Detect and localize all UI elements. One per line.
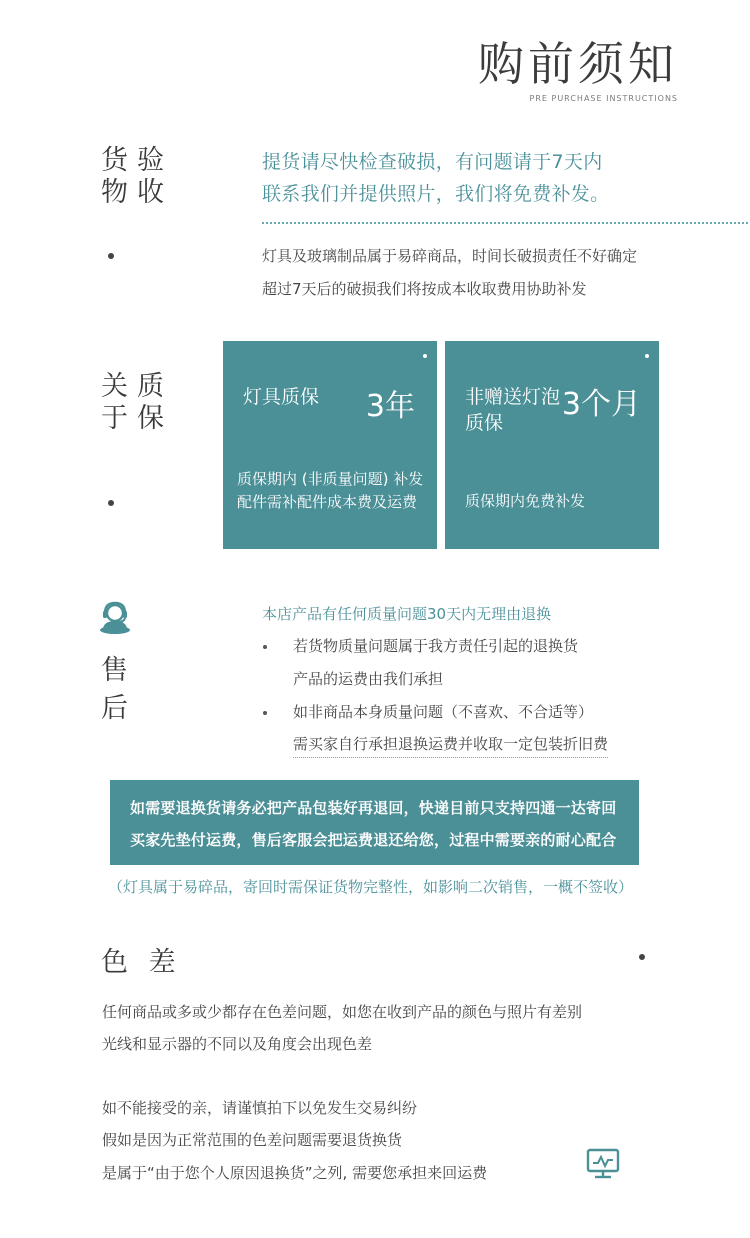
inspection-title-col2-top: 验 xyxy=(137,145,170,176)
customer-service-icon xyxy=(98,600,132,634)
color-diff-dot xyxy=(639,954,645,960)
color-diff-line5: 是属于“由于您个人原因退换货”之列, 需要您承担来回运费 xyxy=(102,1164,488,1182)
card-title: 灯具质保 xyxy=(243,386,320,408)
after-sales-bullet2-line1: 如非商品本身质量问题（不喜欢、不合适等） xyxy=(293,703,594,721)
inspection-highlight-line2: 联系我们并提供照片，我们将免费补发。 xyxy=(262,183,610,205)
after-sales-bullet1-line1: 若货物质量问题属于我方责任引起的退换货 xyxy=(293,637,579,655)
inspection-note-line1: 灯具及玻璃制品属于易碎商品，时间长破损责任不好确定 xyxy=(262,247,638,265)
color-diff-title: 色 差 xyxy=(101,947,182,978)
card-desc-line1: 质保期内 (非质量问题) 补发 xyxy=(237,470,424,488)
bullet-dot xyxy=(263,645,267,649)
page-title: 购前须知 xyxy=(478,37,678,91)
fragile-note: （灯具属于易碎品，寄回时需保证货物完整性，如影响二次销售，一概不签收） xyxy=(108,878,634,896)
card-period: 3个月 xyxy=(561,387,641,422)
inspection-title-col1-bottom: 物 xyxy=(101,177,134,208)
inspection-highlight-line1: 提货请尽快检查破损，有问题请于7天内 xyxy=(262,151,603,173)
inspection-title-col2-bottom: 收 xyxy=(137,177,170,208)
inspection-note-line2: 超过7天后的破损我们将按成本收取费用协助补发 xyxy=(262,280,587,298)
dotted-divider xyxy=(262,222,748,224)
return-notice-box xyxy=(110,780,639,865)
warranty-title-col1-bottom: 于 xyxy=(101,403,134,434)
card-dot xyxy=(423,354,427,358)
card-title: 非赠送灯泡质保 xyxy=(465,386,561,434)
card-desc-line1: 质保期内免费补发 xyxy=(465,492,586,510)
card-dot xyxy=(645,354,649,358)
warranty-dot xyxy=(108,500,114,506)
inspection-dot xyxy=(108,253,114,259)
card-desc-line2: 配件需补配件成本费及运费 xyxy=(237,493,418,511)
return-notice-line1: 如需要退换货请务必把产品包装好再退回，快递目前只支持四通一达寄回 xyxy=(130,799,617,817)
color-diff-line2: 光线和显示器的不同以及角度会出现色差 xyxy=(102,1035,373,1053)
after-sales-title-bottom: 后 xyxy=(101,693,128,724)
color-diff-line4: 假如是因为正常范围的色差问题需要退货换货 xyxy=(102,1131,403,1149)
after-sales-title-top: 售 xyxy=(101,655,128,686)
page-subtitle: PRE PURCHASE INSTRUCTIONS xyxy=(529,94,678,103)
after-sales-bullet2-line2: 需买家自行承担退换运费并收取一定包装折旧费 xyxy=(293,733,608,758)
warranty-title-col2-top: 质 xyxy=(137,371,170,402)
after-sales-bullet1-line2: 产品的运费由我们承担 xyxy=(293,670,444,688)
card-desc xyxy=(237,468,423,514)
color-diff-line1: 任何商品或多或少都存在色差问题，如您在收到产品的颜色与照片有差别 xyxy=(102,1003,583,1021)
return-notice-line2: 买家先垫付运费，售后客服会把运费退还给您，过程中需要亲的耐心配合 xyxy=(130,831,617,849)
color-diff-line3: 如不能接受的亲，请谨慎拍下以免发生交易纠纷 xyxy=(102,1099,418,1117)
warranty-title-col1-top: 关 xyxy=(101,371,134,402)
warranty-card-lamp xyxy=(223,341,437,549)
monitor-icon xyxy=(585,1146,621,1182)
bullet-dot xyxy=(263,711,267,715)
inspection-title-col1-top: 货 xyxy=(101,145,134,176)
warranty-title-col2-bottom: 保 xyxy=(137,403,170,434)
warranty-card-bulb xyxy=(445,341,659,549)
card-period: 3年 xyxy=(365,389,415,424)
after-sales-headline: 本店产品有任何质量问题30天内无理由退换 xyxy=(262,605,552,623)
